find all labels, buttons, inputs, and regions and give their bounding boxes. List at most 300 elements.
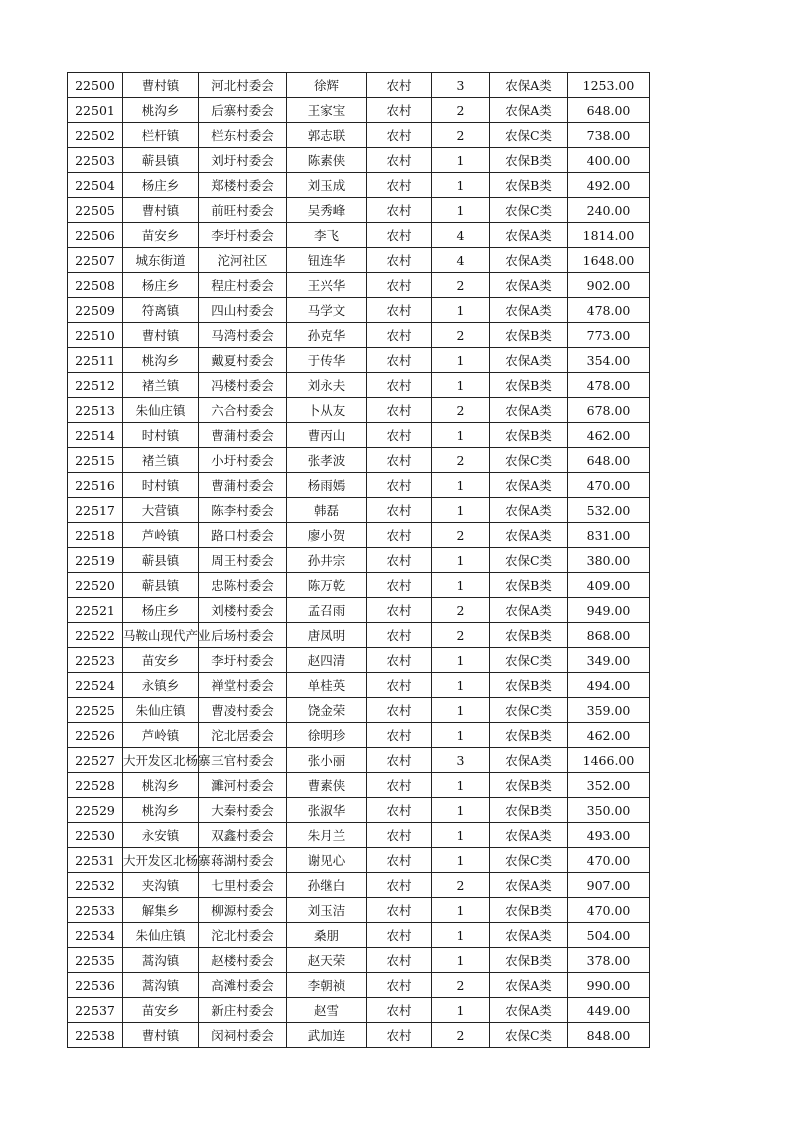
town-cell: 蒿沟镇 <box>123 948 199 973</box>
record-id-cell: 22528 <box>68 773 123 798</box>
insurance-class-cell: 农保C类 <box>490 198 568 223</box>
village-committee-cell: 沱河社区 <box>199 248 287 273</box>
insurance-class-cell: 农保B类 <box>490 323 568 348</box>
table-row <box>68 898 650 923</box>
area-type-cell: 农村 <box>367 323 432 348</box>
table-row <box>68 98 650 123</box>
household-size-cell: 1 <box>432 198 490 223</box>
record-id-cell: 22503 <box>68 148 123 173</box>
amount-cell: 949.00 <box>568 598 650 623</box>
village-committee-cell: 赵楼村委会 <box>199 948 287 973</box>
record-id-cell: 22515 <box>68 448 123 473</box>
amount-cell: 907.00 <box>568 873 650 898</box>
household-size-cell: 1 <box>432 898 490 923</box>
amount-cell: 350.00 <box>568 798 650 823</box>
amount-cell: 354.00 <box>568 348 650 373</box>
village-committee-cell: 四山村委会 <box>199 298 287 323</box>
person-name-cell: 李朝祯 <box>287 973 367 998</box>
record-id-cell: 22519 <box>68 548 123 573</box>
town-cell: 褚兰镇 <box>123 373 199 398</box>
record-id-cell: 22512 <box>68 373 123 398</box>
area-type-cell: 农村 <box>367 773 432 798</box>
record-id-cell: 22501 <box>68 98 123 123</box>
town-cell: 杨庄乡 <box>123 273 199 298</box>
table-row <box>68 173 650 198</box>
town-cell: 曹村镇 <box>123 198 199 223</box>
household-size-cell: 1 <box>432 823 490 848</box>
household-size-cell: 2 <box>432 973 490 998</box>
data-table <box>67 72 650 1048</box>
record-id-cell: 22518 <box>68 523 123 548</box>
household-size-cell: 2 <box>432 273 490 298</box>
table-row <box>68 623 650 648</box>
village-committee-cell: 后寨村委会 <box>199 98 287 123</box>
record-id-cell: 22509 <box>68 298 123 323</box>
person-name-cell: 张孝波 <box>287 448 367 473</box>
record-id-cell: 22534 <box>68 923 123 948</box>
household-size-cell: 2 <box>432 873 490 898</box>
insurance-class-cell: 农保C类 <box>490 548 568 573</box>
insurance-class-cell: 农保A类 <box>490 298 568 323</box>
table-row <box>68 248 650 273</box>
village-committee-cell: 刘圩村委会 <box>199 148 287 173</box>
amount-cell: 648.00 <box>568 98 650 123</box>
household-size-cell: 2 <box>432 598 490 623</box>
insurance-class-cell: 农保C类 <box>490 1023 568 1048</box>
area-type-cell: 农村 <box>367 998 432 1023</box>
amount-cell: 493.00 <box>568 823 650 848</box>
record-id-cell: 22516 <box>68 473 123 498</box>
amount-cell: 462.00 <box>568 723 650 748</box>
town-cell: 夹沟镇 <box>123 873 199 898</box>
record-id-cell: 22505 <box>68 198 123 223</box>
insurance-class-cell: 农保A类 <box>490 923 568 948</box>
person-name-cell: 朱月兰 <box>287 823 367 848</box>
table-row <box>68 573 650 598</box>
area-type-cell: 农村 <box>367 548 432 573</box>
village-committee-cell: 忠陈村委会 <box>199 573 287 598</box>
village-committee-cell: 高滩村委会 <box>199 973 287 998</box>
insurance-class-cell: 农保B类 <box>490 948 568 973</box>
insurance-class-cell: 农保B类 <box>490 373 568 398</box>
record-id-cell: 22507 <box>68 248 123 273</box>
person-name-cell: 李飞 <box>287 223 367 248</box>
amount-cell: 240.00 <box>568 198 650 223</box>
person-name-cell: 王家宝 <box>287 98 367 123</box>
person-name-cell: 徐明珍 <box>287 723 367 748</box>
household-size-cell: 1 <box>432 998 490 1023</box>
person-name-cell: 马学文 <box>287 298 367 323</box>
area-type-cell: 农村 <box>367 698 432 723</box>
record-id-cell: 22511 <box>68 348 123 373</box>
village-committee-cell: 沱北居委会 <box>199 723 287 748</box>
area-type-cell: 农村 <box>367 348 432 373</box>
village-committee-cell: 路口村委会 <box>199 523 287 548</box>
person-name-cell: 陈万乾 <box>287 573 367 598</box>
amount-cell: 470.00 <box>568 473 650 498</box>
town-cell: 桃沟乡 <box>123 773 199 798</box>
household-size-cell: 1 <box>432 798 490 823</box>
insurance-class-cell: 农保B类 <box>490 773 568 798</box>
record-id-cell: 22535 <box>68 948 123 973</box>
amount-cell: 409.00 <box>568 573 650 598</box>
record-id-cell: 22517 <box>68 498 123 523</box>
town-cell: 苗安乡 <box>123 223 199 248</box>
household-size-cell: 2 <box>432 323 490 348</box>
amount-cell: 848.00 <box>568 1023 650 1048</box>
record-id-cell: 22526 <box>68 723 123 748</box>
insurance-class-cell: 农保A类 <box>490 348 568 373</box>
record-id-cell: 22525 <box>68 698 123 723</box>
insurance-class-cell: 农保C类 <box>490 848 568 873</box>
village-committee-cell: 蒋湖村委会 <box>199 848 287 873</box>
record-id-cell: 22530 <box>68 823 123 848</box>
table-row <box>68 423 650 448</box>
table-row <box>68 473 650 498</box>
record-id-cell: 22522 <box>68 623 123 648</box>
insurance-class-cell: 农保A类 <box>490 498 568 523</box>
insurance-class-cell: 农保A类 <box>490 248 568 273</box>
amount-cell: 648.00 <box>568 448 650 473</box>
record-id-cell: 22527 <box>68 748 123 773</box>
village-committee-cell: 戴夏村委会 <box>199 348 287 373</box>
household-size-cell: 1 <box>432 173 490 198</box>
household-size-cell: 1 <box>432 498 490 523</box>
insurance-class-cell: 农保B类 <box>490 723 568 748</box>
table-row <box>68 73 650 98</box>
insurance-class-cell: 农保B类 <box>490 148 568 173</box>
town-cell: 大开发区北杨寨 <box>123 848 199 873</box>
town-cell: 符离镇 <box>123 298 199 323</box>
area-type-cell: 农村 <box>367 473 432 498</box>
table-row <box>68 648 650 673</box>
town-cell: 时村镇 <box>123 473 199 498</box>
table-row <box>68 348 650 373</box>
table-row <box>68 723 650 748</box>
record-id-cell: 22504 <box>68 173 123 198</box>
amount-cell: 738.00 <box>568 123 650 148</box>
area-type-cell: 农村 <box>367 798 432 823</box>
household-size-cell: 2 <box>432 623 490 648</box>
insurance-class-cell: 农保B类 <box>490 173 568 198</box>
insurance-class-cell: 农保B类 <box>490 798 568 823</box>
table-row <box>68 923 650 948</box>
household-size-cell: 4 <box>432 248 490 273</box>
record-id-cell: 22500 <box>68 73 123 98</box>
insurance-class-cell: 农保A类 <box>490 523 568 548</box>
household-size-cell: 2 <box>432 1023 490 1048</box>
area-type-cell: 农村 <box>367 748 432 773</box>
town-cell: 芦岭镇 <box>123 523 199 548</box>
insurance-class-cell: 农保A类 <box>490 73 568 98</box>
insurance-class-cell: 农保A类 <box>490 473 568 498</box>
insurance-class-cell: 农保A类 <box>490 873 568 898</box>
household-size-cell: 1 <box>432 373 490 398</box>
table-body <box>68 73 650 1048</box>
table-row <box>68 848 650 873</box>
amount-cell: 494.00 <box>568 673 650 698</box>
person-name-cell: 武加连 <box>287 1023 367 1048</box>
village-committee-cell: 沱北村委会 <box>199 923 287 948</box>
amount-cell: 470.00 <box>568 848 650 873</box>
town-cell: 蕲县镇 <box>123 148 199 173</box>
amount-cell: 380.00 <box>568 548 650 573</box>
amount-cell: 902.00 <box>568 273 650 298</box>
record-id-cell: 22520 <box>68 573 123 598</box>
village-committee-cell: 曹凌村委会 <box>199 698 287 723</box>
village-committee-cell: 刘楼村委会 <box>199 598 287 623</box>
household-size-cell: 2 <box>432 98 490 123</box>
table-row <box>68 823 650 848</box>
town-cell: 杨庄乡 <box>123 173 199 198</box>
area-type-cell: 农村 <box>367 723 432 748</box>
area-type-cell: 农村 <box>367 373 432 398</box>
area-type-cell: 农村 <box>367 673 432 698</box>
town-cell: 苗安乡 <box>123 648 199 673</box>
village-committee-cell: 新庄村委会 <box>199 998 287 1023</box>
village-committee-cell: 马湾村委会 <box>199 323 287 348</box>
person-name-cell: 赵雪 <box>287 998 367 1023</box>
person-name-cell: 单桂英 <box>287 673 367 698</box>
insurance-class-cell: 农保C类 <box>490 648 568 673</box>
amount-cell: 378.00 <box>568 948 650 973</box>
area-type-cell: 农村 <box>367 148 432 173</box>
table-row <box>68 198 650 223</box>
person-name-cell: 韩磊 <box>287 498 367 523</box>
table-row <box>68 873 650 898</box>
town-cell: 曹村镇 <box>123 323 199 348</box>
amount-cell: 462.00 <box>568 423 650 448</box>
record-id-cell: 22508 <box>68 273 123 298</box>
area-type-cell: 农村 <box>367 948 432 973</box>
person-name-cell: 曹丙山 <box>287 423 367 448</box>
person-name-cell: 孙克华 <box>287 323 367 348</box>
village-committee-cell: 曹蒲村委会 <box>199 473 287 498</box>
household-size-cell: 1 <box>432 923 490 948</box>
record-id-cell: 22510 <box>68 323 123 348</box>
record-id-cell: 22523 <box>68 648 123 673</box>
town-cell: 大开发区北杨寨 <box>123 748 199 773</box>
person-name-cell: 赵天荣 <box>287 948 367 973</box>
town-cell: 蕲县镇 <box>123 573 199 598</box>
village-committee-cell: 六合村委会 <box>199 398 287 423</box>
record-id-cell: 22536 <box>68 973 123 998</box>
town-cell: 时村镇 <box>123 423 199 448</box>
table-row <box>68 398 650 423</box>
person-name-cell: 卜从友 <box>287 398 367 423</box>
village-committee-cell: 小圩村委会 <box>199 448 287 473</box>
town-cell: 城东街道 <box>123 248 199 273</box>
record-id-cell: 22538 <box>68 1023 123 1048</box>
person-name-cell: 吴秀峰 <box>287 198 367 223</box>
person-name-cell: 孙井宗 <box>287 548 367 573</box>
amount-cell: 352.00 <box>568 773 650 798</box>
household-size-cell: 1 <box>432 673 490 698</box>
area-type-cell: 农村 <box>367 923 432 948</box>
amount-cell: 470.00 <box>568 898 650 923</box>
area-type-cell: 农村 <box>367 598 432 623</box>
table-row <box>68 948 650 973</box>
household-size-cell: 3 <box>432 748 490 773</box>
village-committee-cell: 郑楼村委会 <box>199 173 287 198</box>
area-type-cell: 农村 <box>367 823 432 848</box>
record-id-cell: 22513 <box>68 398 123 423</box>
insurance-class-cell: 农保C类 <box>490 123 568 148</box>
village-committee-cell: 濉河村委会 <box>199 773 287 798</box>
village-committee-cell: 三官村委会 <box>199 748 287 773</box>
person-name-cell: 孙继白 <box>287 873 367 898</box>
amount-cell: 868.00 <box>568 623 650 648</box>
insurance-class-cell: 农保B类 <box>490 623 568 648</box>
record-id-cell: 22531 <box>68 848 123 873</box>
village-committee-cell: 冯楼村委会 <box>199 373 287 398</box>
village-committee-cell: 李圩村委会 <box>199 223 287 248</box>
area-type-cell: 农村 <box>367 273 432 298</box>
town-cell: 杨庄乡 <box>123 598 199 623</box>
household-size-cell: 1 <box>432 848 490 873</box>
household-size-cell: 1 <box>432 348 490 373</box>
table-row <box>68 373 650 398</box>
person-name-cell: 刘永夫 <box>287 373 367 398</box>
village-committee-cell: 程庄村委会 <box>199 273 287 298</box>
record-id-cell: 22521 <box>68 598 123 623</box>
area-type-cell: 农村 <box>367 248 432 273</box>
insurance-class-cell: 农保B类 <box>490 898 568 923</box>
record-id-cell: 22533 <box>68 898 123 923</box>
household-size-cell: 1 <box>432 548 490 573</box>
village-committee-cell: 栏东村委会 <box>199 123 287 148</box>
area-type-cell: 农村 <box>367 173 432 198</box>
village-committee-cell: 周王村委会 <box>199 548 287 573</box>
amount-cell: 773.00 <box>568 323 650 348</box>
village-committee-cell: 禅堂村委会 <box>199 673 287 698</box>
village-committee-cell: 河北村委会 <box>199 73 287 98</box>
household-size-cell: 1 <box>432 948 490 973</box>
town-cell: 蒿沟镇 <box>123 973 199 998</box>
table-row <box>68 298 650 323</box>
town-cell: 蕲县镇 <box>123 548 199 573</box>
record-id-cell: 22514 <box>68 423 123 448</box>
amount-cell: 532.00 <box>568 498 650 523</box>
area-type-cell: 农村 <box>367 498 432 523</box>
person-name-cell: 饶金荣 <box>287 698 367 723</box>
town-cell: 曹村镇 <box>123 73 199 98</box>
town-cell: 曹村镇 <box>123 1023 199 1048</box>
insurance-class-cell: 农保A类 <box>490 998 568 1023</box>
amount-cell: 359.00 <box>568 698 650 723</box>
amount-cell: 504.00 <box>568 923 650 948</box>
amount-cell: 990.00 <box>568 973 650 998</box>
town-cell: 解集乡 <box>123 898 199 923</box>
insurance-class-cell: 农保A类 <box>490 223 568 248</box>
table-row <box>68 223 650 248</box>
insurance-class-cell: 农保C类 <box>490 698 568 723</box>
village-committee-cell: 前旺村委会 <box>199 198 287 223</box>
amount-cell: 492.00 <box>568 173 650 198</box>
record-id-cell: 22502 <box>68 123 123 148</box>
table-row <box>68 523 650 548</box>
person-name-cell: 于传华 <box>287 348 367 373</box>
household-size-cell: 4 <box>432 223 490 248</box>
amount-cell: 400.00 <box>568 148 650 173</box>
village-committee-cell: 闵祠村委会 <box>199 1023 287 1048</box>
town-cell: 桃沟乡 <box>123 98 199 123</box>
table-row <box>68 673 650 698</box>
person-name-cell: 谢见心 <box>287 848 367 873</box>
household-size-cell: 1 <box>432 698 490 723</box>
household-size-cell: 1 <box>432 773 490 798</box>
household-size-cell: 1 <box>432 573 490 598</box>
area-type-cell: 农村 <box>367 1023 432 1048</box>
town-cell: 朱仙庄镇 <box>123 398 199 423</box>
insurance-class-cell: 农保A类 <box>490 273 568 298</box>
area-type-cell: 农村 <box>367 98 432 123</box>
insurance-class-cell: 农保A类 <box>490 598 568 623</box>
person-name-cell: 杨雨嫣 <box>287 473 367 498</box>
amount-cell: 1814.00 <box>568 223 650 248</box>
area-type-cell: 农村 <box>367 873 432 898</box>
amount-cell: 678.00 <box>568 398 650 423</box>
village-committee-cell: 李圩村委会 <box>199 648 287 673</box>
amount-cell: 349.00 <box>568 648 650 673</box>
person-name-cell: 刘玉成 <box>287 173 367 198</box>
town-cell: 朱仙庄镇 <box>123 923 199 948</box>
village-committee-cell: 曹蒲村委会 <box>199 423 287 448</box>
area-type-cell: 农村 <box>367 298 432 323</box>
town-cell: 大营镇 <box>123 498 199 523</box>
amount-cell: 831.00 <box>568 523 650 548</box>
area-type-cell: 农村 <box>367 623 432 648</box>
town-cell: 桃沟乡 <box>123 798 199 823</box>
record-id-cell: 22529 <box>68 798 123 823</box>
person-name-cell: 郭志联 <box>287 123 367 148</box>
insurance-class-cell: 农保B类 <box>490 423 568 448</box>
table-row <box>68 698 650 723</box>
table-row <box>68 273 650 298</box>
town-cell: 桃沟乡 <box>123 348 199 373</box>
person-name-cell: 王兴华 <box>287 273 367 298</box>
insurance-class-cell: 农保A类 <box>490 973 568 998</box>
person-name-cell: 曹素侠 <box>287 773 367 798</box>
amount-cell: 478.00 <box>568 373 650 398</box>
person-name-cell: 徐辉 <box>287 73 367 98</box>
town-cell: 永安镇 <box>123 823 199 848</box>
insurance-class-cell: 农保C类 <box>490 448 568 473</box>
household-size-cell: 2 <box>432 398 490 423</box>
area-type-cell: 农村 <box>367 423 432 448</box>
town-cell: 苗安乡 <box>123 998 199 1023</box>
town-cell: 栏杆镇 <box>123 123 199 148</box>
amount-cell: 478.00 <box>568 298 650 323</box>
record-id-cell: 22532 <box>68 873 123 898</box>
record-id-cell: 22537 <box>68 998 123 1023</box>
area-type-cell: 农村 <box>367 648 432 673</box>
area-type-cell: 农村 <box>367 223 432 248</box>
table-row <box>68 148 650 173</box>
town-cell: 永镇乡 <box>123 673 199 698</box>
table-row <box>68 973 650 998</box>
town-cell: 芦岭镇 <box>123 723 199 748</box>
village-committee-cell: 七里村委会 <box>199 873 287 898</box>
table-row <box>68 123 650 148</box>
area-type-cell: 农村 <box>367 973 432 998</box>
table-row <box>68 998 650 1023</box>
area-type-cell: 农村 <box>367 448 432 473</box>
table-row <box>68 323 650 348</box>
area-type-cell: 农村 <box>367 848 432 873</box>
table-row <box>68 798 650 823</box>
person-name-cell: 张小丽 <box>287 748 367 773</box>
